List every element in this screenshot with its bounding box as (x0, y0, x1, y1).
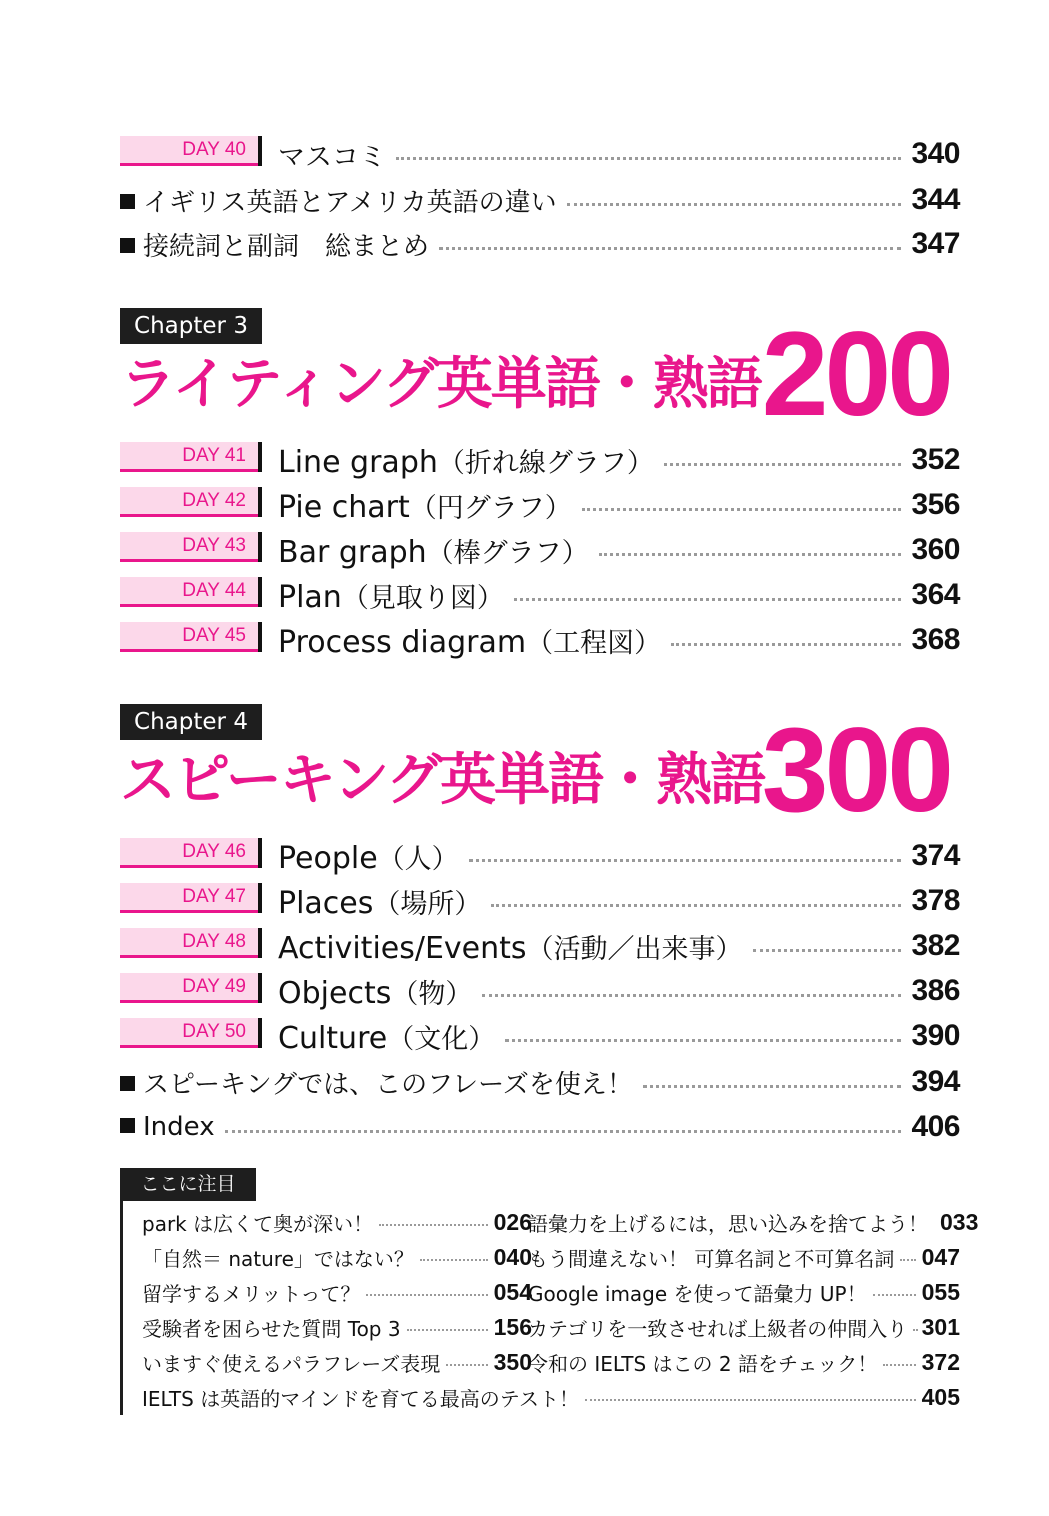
note-item[interactable]: もう間違えない！ 可算名詞と不可算名詞 047 (528, 1243, 960, 1271)
notes-box (120, 1168, 979, 1418)
leader-dots (469, 859, 902, 862)
page-number: 382 (911, 929, 960, 962)
day-tag: DAY 48 (120, 928, 262, 964)
toc-title: Index (120, 1112, 215, 1142)
page-number: 386 (911, 974, 960, 1007)
toc-title: Activities/Events（活動／出来事） (278, 930, 743, 966)
leader-dots (505, 1039, 901, 1042)
page-number: 344 (911, 183, 960, 216)
notes-heading: ここに注目 (120, 1168, 256, 1201)
note-item[interactable]: いますぐ使えるパラフレーズ表現 350 (142, 1348, 532, 1376)
toc-title: Plan（見取り図） (278, 579, 504, 615)
page-number: 378 (911, 884, 960, 917)
day-tag: DAY 40 (120, 136, 262, 172)
page-number: 368 (911, 623, 960, 656)
note-item[interactable]: カテゴリを一致させれば上級者の仲間入り 301 (528, 1313, 960, 1341)
leader-dots (671, 643, 901, 646)
day-tag: DAY 49 (120, 973, 262, 1009)
toc-title: スピーキングでは、このフレーズを使え！ (120, 1064, 633, 1101)
square-bullet-icon (120, 1076, 135, 1091)
leader-dots (567, 203, 902, 206)
leader-dots (599, 553, 902, 556)
square-bullet-icon (120, 1118, 135, 1133)
toc-title: Culture（文化） (278, 1020, 496, 1056)
day-tag: DAY 45 (120, 622, 262, 658)
page-number: 356 (911, 488, 960, 521)
page-number: 406 (911, 1110, 960, 1143)
square-bullet-icon (120, 238, 135, 253)
chapter-title: スピーキング英単語・熟語 (120, 748, 765, 813)
leader-dots (396, 157, 901, 160)
day-tag: DAY 46 (120, 838, 262, 874)
leader-dots (491, 904, 901, 907)
day-tag: DAY 41 (120, 442, 262, 478)
toc-row-bullet[interactable] (120, 1062, 960, 1102)
leader-dots (664, 463, 902, 466)
note-item[interactable]: IELTS は英語的マインドを育てる最高のテスト！ 405 (142, 1383, 960, 1411)
square-bullet-icon (120, 194, 135, 209)
toc-row-day45[interactable] (120, 620, 960, 660)
day-tag: DAY 47 (120, 883, 262, 919)
toc-row-day44[interactable] (120, 575, 960, 615)
chapter-word-count: 300 (761, 703, 950, 837)
toc-row-day46[interactable] (120, 836, 960, 876)
toc-row-day43[interactable] (120, 530, 960, 570)
toc-title: 接続詞と副詞 総まとめ (120, 226, 429, 263)
leader-dots (225, 1130, 902, 1133)
toc-title: Line graph（折れ線グラフ） (278, 444, 654, 480)
note-item[interactable]: 「自然＝ nature」ではない？ 040 (142, 1243, 532, 1271)
day-tag: DAY 50 (120, 1018, 262, 1054)
leader-dots (582, 508, 902, 511)
note-item[interactable]: 留学するメリットって？ 054 (142, 1278, 532, 1306)
note-item[interactable]: Google image を使って語彙力 UP！ 055 (528, 1278, 960, 1306)
toc-title: People（人） (278, 840, 459, 876)
toc-title: Places（場所） (278, 885, 482, 921)
toc-title: Bar graph（棒グラフ） (278, 534, 589, 570)
chapter-word-count: 200 (761, 307, 950, 441)
page-number: 360 (911, 533, 960, 566)
toc-title: Process diagram（工程図） (278, 624, 662, 660)
page-number: 394 (911, 1065, 960, 1098)
leader-dots (514, 598, 902, 601)
toc-title: Pie chart（円グラフ） (278, 489, 572, 525)
chapter-title: ライティング英単語・熟語 (120, 352, 761, 417)
leader-dots (482, 994, 901, 997)
day-tag: DAY 43 (120, 532, 262, 568)
note-item[interactable]: 受験者を困らせた質問 Top 3 156 (142, 1313, 532, 1341)
leader-dots (643, 1085, 902, 1088)
page-number: 390 (911, 1019, 960, 1052)
page-number: 347 (911, 227, 960, 260)
toc-row-day49[interactable] (120, 971, 960, 1011)
note-item[interactable]: 令和の IELTS はこの 2 語をチェック！ 372 (528, 1348, 960, 1376)
leader-dots (439, 247, 901, 250)
toc-title: Objects（物） (278, 975, 473, 1011)
toc-row-day47[interactable] (120, 881, 960, 921)
toc-row-day42[interactable] (120, 485, 960, 525)
notes-rule (120, 1201, 123, 1415)
page-number: 364 (911, 578, 960, 611)
toc-title: マスコミ (278, 141, 386, 173)
toc-row-day50[interactable] (120, 1016, 960, 1056)
toc-row-day41[interactable] (120, 440, 960, 480)
day-tag: DAY 44 (120, 577, 262, 613)
toc-row-bullet[interactable] (120, 180, 960, 220)
page-number: 340 (911, 137, 960, 170)
toc-row-index[interactable] (120, 1107, 960, 1147)
day-tag: DAY 42 (120, 487, 262, 523)
chapter-heading (120, 703, 950, 837)
chapter-label: Chapter 3 (120, 308, 262, 344)
page-number: 374 (911, 839, 960, 872)
chapter-label: Chapter 4 (120, 704, 262, 740)
chapter-heading (120, 307, 950, 441)
note-item[interactable]: park は広くて奥が深い！ 026 (142, 1208, 532, 1236)
page-number: 352 (911, 443, 960, 476)
leader-dots (753, 949, 902, 952)
toc-row-day40[interactable] (120, 134, 960, 174)
toc-title: イギリス英語とアメリカ英語の違い (120, 182, 557, 219)
toc-row-bullet[interactable] (120, 224, 960, 264)
toc-row-day48[interactable] (120, 926, 960, 966)
note-item[interactable]: 語彙力を上げるには，思い込みを捨てよう！ 033 (528, 1208, 979, 1236)
